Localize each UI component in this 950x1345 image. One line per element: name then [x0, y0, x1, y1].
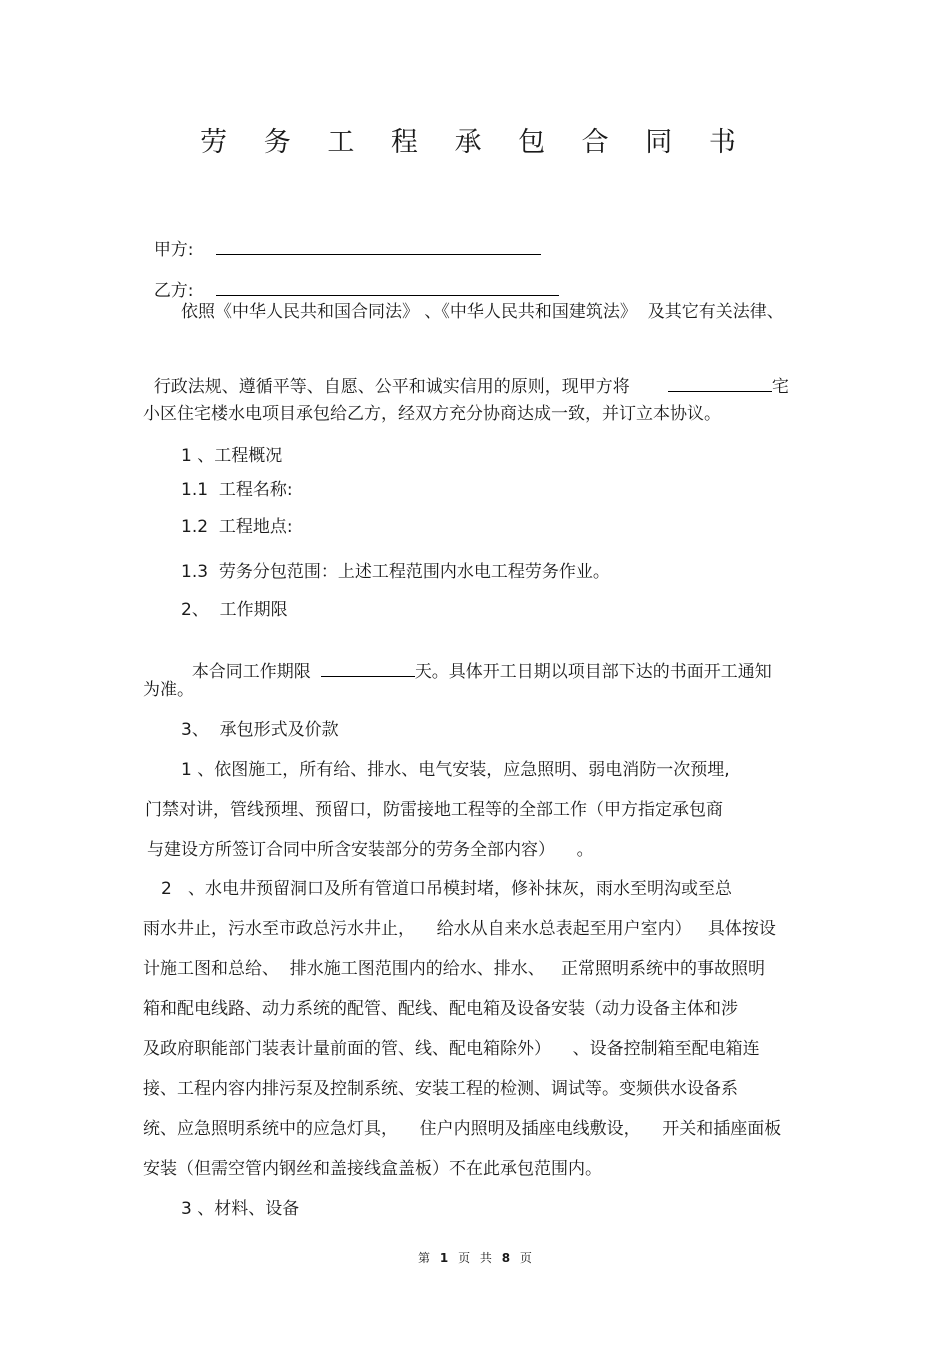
section-3-p1-line-1: 1 、依图施工，所有给、排水、电气安装，应急照明、弱电消防一次预埋,: [181, 760, 730, 780]
party-b-label: 乙方:: [153, 281, 194, 301]
party-b-blank: [216, 279, 559, 296]
section-2-line-2: 为准。: [143, 680, 194, 700]
document-title: 劳 务 工 程 承 包 合 同 书: [200, 127, 750, 158]
section-3-p2-line-7: 统、应急照明系统中的应急灯具， 住户内照明及插座电线敷设， 开关和插座面板: [143, 1119, 782, 1139]
intro-line-1: 依照《中华人民共和国合同法》 、《中华人民共和国建筑法》 及其它有关法律、: [181, 302, 784, 322]
party-a-blank: [216, 238, 541, 255]
section-3-p2-line-3: 计施工图和总给、 排水施工图范围内的给水、排水、 正常照明系统中的事故照明: [143, 959, 766, 979]
section-3-p2-line-5: 及政府职能部门装表计量前面的管、线、配电箱除外） 、设备控制箱至配电箱连: [143, 1039, 760, 1059]
term-days-blank: [321, 660, 415, 677]
intro-line-2-tail: 宅: [771, 377, 789, 397]
term-text: 天。具体开工日期以项目部下达的书面开工通知: [414, 662, 772, 682]
section-3-sub-3: 3 、材料、设备: [181, 1199, 300, 1219]
section-3-p2-line-8: 安装（但需空管内钢丝和盖接线盒盖板）不在此承包范围内。: [143, 1159, 602, 1179]
party-a-line: [143, 216, 541, 261]
page-total: 8: [501, 1251, 511, 1265]
page-number: 1: [439, 1251, 449, 1265]
footer-post: 页: [519, 1251, 532, 1265]
section-2-heading: 2、 工作期限: [181, 600, 288, 620]
section-1-heading: 1 、工程概况: [181, 446, 283, 466]
intro-line-3: 小区住宅楼水电项目承包给乙方，经双方充分协商达成一致，并订立本协议。: [143, 404, 721, 424]
section-2-line-1: [181, 638, 772, 683]
section-3-p2-line-6: 接、工程内容内排污泵及控制系统、安装工程的检测、调试等。变频供水设备系: [143, 1079, 738, 1099]
footer-pre: 第: [418, 1251, 431, 1265]
section-1-item-1: 1.1 工程名称:: [181, 480, 293, 500]
section-3-p2-line-1: 2 、水电井预留洞口及所有管道口吊模封堵，修补抹灰，雨水至明沟或至总: [161, 879, 733, 899]
section-1-item-3: 1.3 劳务分包范围：上述工程范围内水电工程劳务作业。: [181, 562, 610, 582]
intro-line-2-text: 行政法规、遵循平等、自愿、公平和诚实信用的原则，现甲方将: [153, 377, 630, 397]
term-label: 本合同工作期限: [191, 662, 311, 682]
section-3-p1-line-2: 门禁对讲，管线预埋、预留口，防雷接地工程等的全部工作（甲方指定承包商: [145, 800, 723, 820]
section-1-item-2: 1.2 工程地点:: [181, 517, 293, 537]
section-3-heading: 3、 承包形式及价款: [181, 720, 339, 740]
footer-mid: 页 共: [458, 1251, 492, 1265]
party-a-label: 甲方:: [153, 240, 194, 260]
page-footer: [0, 1250, 950, 1266]
intro-line-2: [143, 353, 789, 398]
party-b-line: [143, 257, 559, 302]
section-3-p1-line-3: 与建设方所签订合同中所含安装部分的劳务全部内容） 。: [147, 840, 594, 860]
section-3-p2-line-4: 箱和配电线路、动力系统的配管、配线、配电箱及设备安装（动力设备主体和涉: [143, 999, 738, 1019]
project-name-blank: [668, 375, 772, 392]
section-3-p2-line-2: 雨水井止，污水至市政总污水井止， 给水从自来水总表起至用户室内） 具体按设: [143, 919, 776, 939]
